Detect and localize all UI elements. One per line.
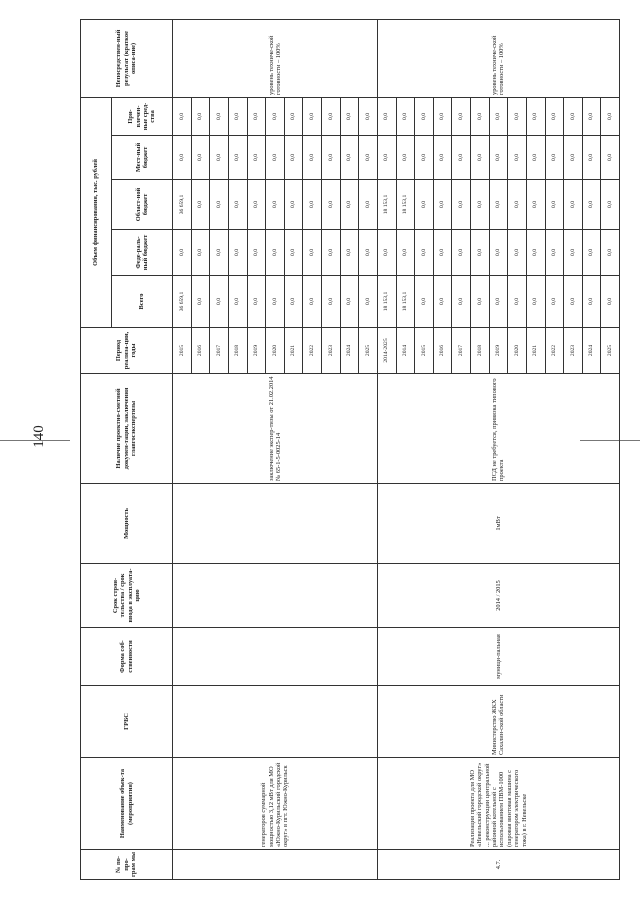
cell-attracted: 0,0	[433, 97, 452, 135]
cell-attracted: 0,0	[545, 97, 564, 135]
cell-total: 0,0	[526, 276, 545, 328]
cell-period: 2014-2025	[377, 328, 396, 374]
cell-regional: 0,0	[545, 180, 564, 230]
cell-attracted: 0,0	[526, 97, 545, 135]
cell-total: 0,0	[303, 276, 322, 328]
cell-federal: 0,0	[396, 230, 415, 276]
cell-regional: 0,0	[284, 180, 303, 230]
cell-attracted: 0,0	[359, 97, 378, 135]
cell-federal: 0,0	[210, 230, 229, 276]
cell-total: 0,0	[322, 276, 341, 328]
cell-psd: заключение экспер-тизы от 21.02.2014 № 65-1-5-0025-14	[173, 374, 378, 484]
cell-period: 2018	[471, 328, 490, 374]
cell-regional: 18 153,1	[377, 180, 396, 230]
cell-num	[173, 850, 378, 880]
cell-local: 0,0	[508, 136, 527, 180]
table-row	[173, 19, 192, 879]
cell-local: 0,0	[340, 136, 359, 180]
cell-total: 0,0	[489, 276, 508, 328]
cell-attracted: 0,0	[266, 97, 285, 135]
cell-regional: 36 659,1	[173, 180, 192, 230]
cell-regional: 18 153,1	[396, 180, 415, 230]
cell-period: 2022	[303, 328, 322, 374]
header-total: Всего	[112, 276, 173, 328]
cell-regional: 0,0	[582, 180, 601, 230]
cell-total: 0,0	[582, 276, 601, 328]
cell-period: 2015	[173, 328, 192, 374]
cell-federal: 0,0	[303, 230, 322, 276]
cell-attracted: 0,0	[564, 97, 583, 135]
cell-local: 0,0	[284, 136, 303, 180]
cell-period: 2021	[526, 328, 545, 374]
cell-federal: 0,0	[508, 230, 527, 276]
cell-attracted: 0,0	[452, 97, 471, 135]
cell-attracted: 0,0	[284, 97, 303, 135]
cell-total: 0,0	[284, 276, 303, 328]
cell-local: 0,0	[489, 136, 508, 180]
cell-regional: 0,0	[564, 180, 583, 230]
header-grbs: ГРБС	[81, 686, 173, 758]
cell-federal: 0,0	[173, 230, 192, 276]
cell-total: 36 659,1	[173, 276, 192, 328]
cell-ownership: муници-пальная	[377, 628, 619, 686]
cell-federal: 0,0	[377, 230, 396, 276]
cell-period: 2020	[266, 328, 285, 374]
cell-federal: 0,0	[526, 230, 545, 276]
cell-capacity: 1мВт	[377, 484, 619, 564]
cell-regional: 0,0	[340, 180, 359, 230]
cell-period: 2016	[191, 328, 210, 374]
cell-regional: 0,0	[359, 180, 378, 230]
cell-attracted: 0,0	[489, 97, 508, 135]
cell-federal: 0,0	[471, 230, 490, 276]
header-name: Наименование объек-та (мероприятия)	[81, 758, 173, 850]
cell-total: 0,0	[228, 276, 247, 328]
header-period: Период реализа-ции, годы	[81, 328, 173, 374]
cell-result: уровень техниче-ской готовности – 100%	[377, 19, 619, 97]
header-result: Непосредствен-ный результат (краткое описа-ние)	[81, 19, 173, 97]
cell-federal: 0,0	[433, 230, 452, 276]
cell-period: 2022	[545, 328, 564, 374]
cell-federal: 0,0	[545, 230, 564, 276]
cell-regional: 0,0	[266, 180, 285, 230]
cell-federal: 0,0	[191, 230, 210, 276]
cell-total: 0,0	[266, 276, 285, 328]
cell-total: 0,0	[452, 276, 471, 328]
cell-local: 0,0	[359, 136, 378, 180]
cell-total: 0,0	[601, 276, 620, 328]
cell-regional: 0,0	[433, 180, 452, 230]
header-federal: Феде-раль-ный бюджет	[112, 230, 173, 276]
header-capacity: Мощность	[81, 484, 173, 564]
cell-attracted: 0,0	[415, 97, 434, 135]
cell-grbs: Министерство ЖКХ Сахалин-ской области	[377, 686, 619, 758]
header-attracted: При-влечен-ные сред-ства	[112, 97, 173, 135]
cell-period: 2020	[508, 328, 527, 374]
cell-period: 2024	[340, 328, 359, 374]
cell-federal: 0,0	[322, 230, 341, 276]
cell-regional: 0,0	[210, 180, 229, 230]
cell-local: 0,0	[582, 136, 601, 180]
cell-federal: 0,0	[601, 230, 620, 276]
cell-period: 2021	[284, 328, 303, 374]
cell-num: 4.7.	[377, 850, 619, 880]
cell-term: 2014 / 2015	[377, 564, 619, 628]
cell-federal: 0,0	[247, 230, 266, 276]
cell-local: 0,0	[433, 136, 452, 180]
header-ownership: Форма соб-ственности	[81, 628, 173, 686]
financing-table	[80, 19, 620, 880]
cell-period: 2016	[433, 328, 452, 374]
cell-federal: 0,0	[415, 230, 434, 276]
header-finance-group: Объем финансирования, тыс. рублей	[81, 97, 112, 327]
cell-period: 2017	[452, 328, 471, 374]
cell-local: 0,0	[303, 136, 322, 180]
cell-local: 0,0	[322, 136, 341, 180]
cell-total: 0,0	[247, 276, 266, 328]
cell-attracted: 0,0	[508, 97, 527, 135]
cell-psd: ПСД не требуется, привязка типового проекта	[377, 374, 619, 484]
cell-total: 0,0	[564, 276, 583, 328]
cell-local: 0,0	[191, 136, 210, 180]
cell-federal: 0,0	[564, 230, 583, 276]
cell-regional: 0,0	[191, 180, 210, 230]
cell-ownership	[173, 628, 378, 686]
cell-total: 0,0	[191, 276, 210, 328]
header-regional: Област-ной бюджет	[112, 180, 173, 230]
cell-local: 0,0	[415, 136, 434, 180]
cell-regional: 0,0	[452, 180, 471, 230]
cell-local: 0,0	[526, 136, 545, 180]
cell-period: 2017	[210, 328, 229, 374]
cell-local: 0,0	[173, 136, 192, 180]
header-term: Срок строи-тельства / срок ввода в эксплуата-цию	[81, 564, 173, 628]
cell-local: 0,0	[396, 136, 415, 180]
cell-period: 2015	[415, 328, 434, 374]
cell-period: 2014	[396, 328, 415, 374]
cell-regional: 0,0	[303, 180, 322, 230]
cell-regional: 0,0	[471, 180, 490, 230]
cell-period: 2025	[359, 328, 378, 374]
header-local: Мест-ный бюджет	[112, 136, 173, 180]
cell-attracted: 0,0	[247, 97, 266, 135]
cell-total: 0,0	[433, 276, 452, 328]
cell-total: 0,0	[545, 276, 564, 328]
cell-attracted: 0,0	[191, 97, 210, 135]
cell-period: 2023	[322, 328, 341, 374]
table-area	[80, 20, 620, 880]
cell-attracted: 0,0	[582, 97, 601, 135]
cell-total: 0,0	[359, 276, 378, 328]
cell-attracted: 0,0	[377, 97, 396, 135]
cell-regional: 0,0	[508, 180, 527, 230]
cell-attracted: 0,0	[210, 97, 229, 135]
cell-local: 0,0	[228, 136, 247, 180]
cell-period: 2025	[601, 328, 620, 374]
cell-total: 18 153,1	[396, 276, 415, 328]
table-body	[173, 19, 620, 879]
cell-attracted: 0,0	[322, 97, 341, 135]
header-psd: Наличие проектно-сметной докумен-тации, заключения главгосэкспертизы	[81, 374, 173, 484]
cell-federal: 0,0	[284, 230, 303, 276]
cell-federal: 0,0	[228, 230, 247, 276]
cell-regional: 0,0	[228, 180, 247, 230]
cell-period: 2019	[489, 328, 508, 374]
cell-federal: 0,0	[582, 230, 601, 276]
cell-regional: 0,0	[489, 180, 508, 230]
cell-federal: 0,0	[452, 230, 471, 276]
table-row	[377, 19, 396, 879]
cell-local: 0,0	[247, 136, 266, 180]
cell-federal: 0,0	[489, 230, 508, 276]
cell-attracted: 0,0	[173, 97, 192, 135]
cell-attracted: 0,0	[471, 97, 490, 135]
cell-period: 2023	[564, 328, 583, 374]
cell-term	[173, 564, 378, 628]
cell-regional: 0,0	[247, 180, 266, 230]
cell-period: 2019	[247, 328, 266, 374]
cell-period: 2024	[582, 328, 601, 374]
cell-federal: 0,0	[266, 230, 285, 276]
cell-capacity	[173, 484, 378, 564]
cell-local: 0,0	[564, 136, 583, 180]
rotated-page	[80, 20, 620, 880]
cell-total: 0,0	[415, 276, 434, 328]
page-number: 140	[30, 425, 47, 448]
cell-regional: 0,0	[526, 180, 545, 230]
cell-total: 18 153,1	[377, 276, 396, 328]
cell-attracted: 0,0	[303, 97, 322, 135]
cell-name: генераторов суммарной мощностью 3,12 мВт для МО «Южно-Курильский городской округ» в пгт. Южно-Курильск	[173, 758, 378, 850]
cell-regional: 0,0	[322, 180, 341, 230]
cell-total: 0,0	[471, 276, 490, 328]
cell-result: уровень техниче-ской готовности – 100%	[173, 19, 378, 97]
cell-total: 0,0	[340, 276, 359, 328]
cell-federal: 0,0	[340, 230, 359, 276]
cell-regional: 0,0	[601, 180, 620, 230]
cell-local: 0,0	[210, 136, 229, 180]
cell-federal: 0,0	[359, 230, 378, 276]
cell-local: 0,0	[377, 136, 396, 180]
cell-local: 0,0	[545, 136, 564, 180]
header-num: № по-про-грам мы	[81, 850, 173, 880]
cell-local: 0,0	[601, 136, 620, 180]
cell-local: 0,0	[266, 136, 285, 180]
cell-grbs	[173, 686, 378, 758]
cell-period: 2018	[228, 328, 247, 374]
cell-regional: 0,0	[415, 180, 434, 230]
cell-local: 0,0	[471, 136, 490, 180]
cell-name: Реализация проекта для МО «Невельский городской округ» ... реконструкции центральной районной котельной с использованием ПВМ-1000 (паровая винтовая машина с генератором электрического тока) в г. Невельске	[377, 758, 619, 850]
cell-attracted: 0,0	[228, 97, 247, 135]
cell-total: 0,0	[210, 276, 229, 328]
cell-attracted: 0,0	[340, 97, 359, 135]
cell-total: 0,0	[508, 276, 527, 328]
cell-attracted: 0,0	[601, 97, 620, 135]
cell-local: 0,0	[452, 136, 471, 180]
cell-attracted: 0,0	[396, 97, 415, 135]
